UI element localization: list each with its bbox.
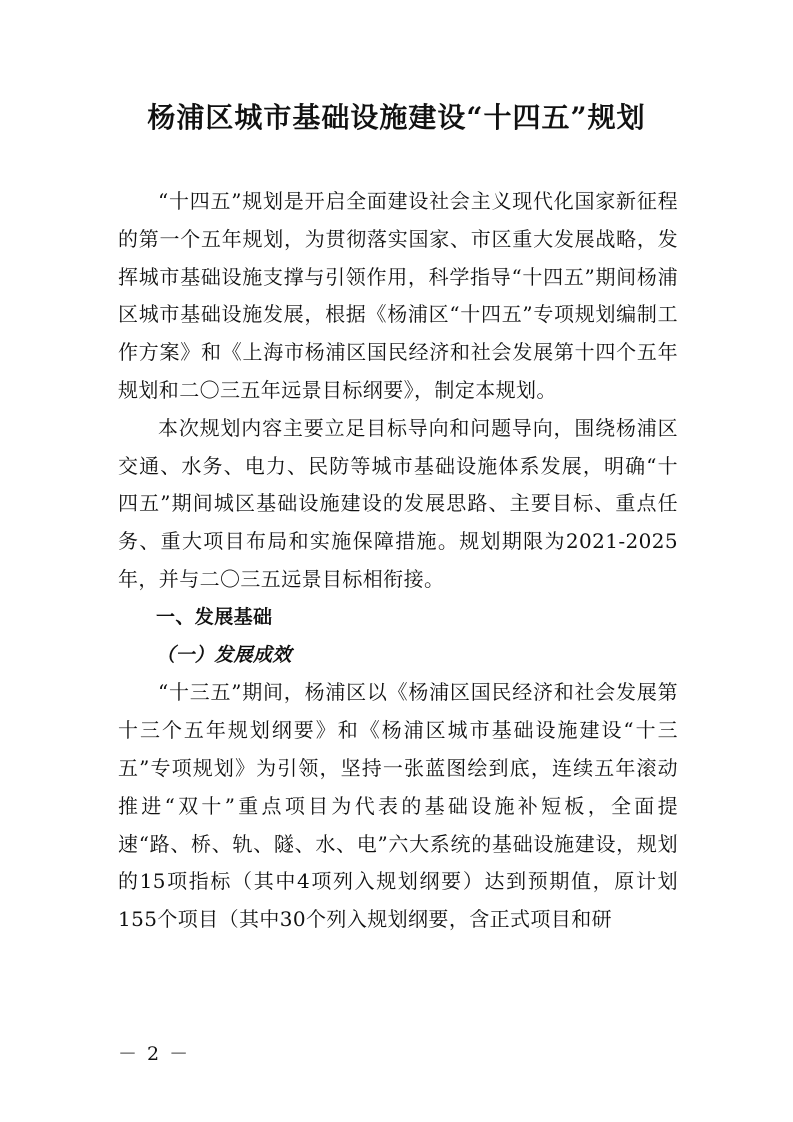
section-heading: 一、发展基础 — [156, 605, 273, 628]
document-body — [118, 183, 678, 939]
intro-paragraph: “十四五”规划是开启全面建设社会主义现代化国家新征程的第一个五年规划，为贯彻落实国家、市区重大发展战略，发挥城市基础设施支撑与引领作用，科学指导“十四五”期间杨浦区城市基础设施发展，根据《杨浦区“十四五”专项规划编制工作方案》和《上海市杨浦区国民经济和社会发展第十四个五年规划和二〇三五年远景目标纲要》，制定本规划。 — [118, 189, 678, 402]
page-number: － 2 － — [118, 1043, 191, 1065]
scope-paragraph: 本次规划内容主要立足目标导向和问题导向，围绕杨浦区交通、水务、电力、民防等城市基础设施体系发展，明确“十四五”期间城区基础设施建设的发展思路、主要目标、重点任务、重大项目布局和实施保障措施。规划期限为2021-2025年，并与二〇三五远景目标相衔接。 — [118, 415, 678, 591]
achievements-paragraph: “十三五”期间，杨浦区以《杨浦区国民经济和社会发展第十三个五年规划纲要》和《杨浦区城市基础设施建设“十三五”专项规划》为引领，坚持一张蓝图绘到底，连续五年滚动推进“双十”重点项目为代表的基础设施补短板，全面提速“路、桥、轨、隧、水、电”六大系统的基础设施建设，规划的15项指标（其中4项列入规划纲要）达到预期值，原计划155个项目（其中30个列入规划纲要，含正式项目和研 — [118, 680, 678, 932]
document-title: 杨浦区城市基础设施建设“十四五”规划 — [147, 101, 646, 134]
subsection-heading: （一）发展成效 — [156, 643, 292, 666]
